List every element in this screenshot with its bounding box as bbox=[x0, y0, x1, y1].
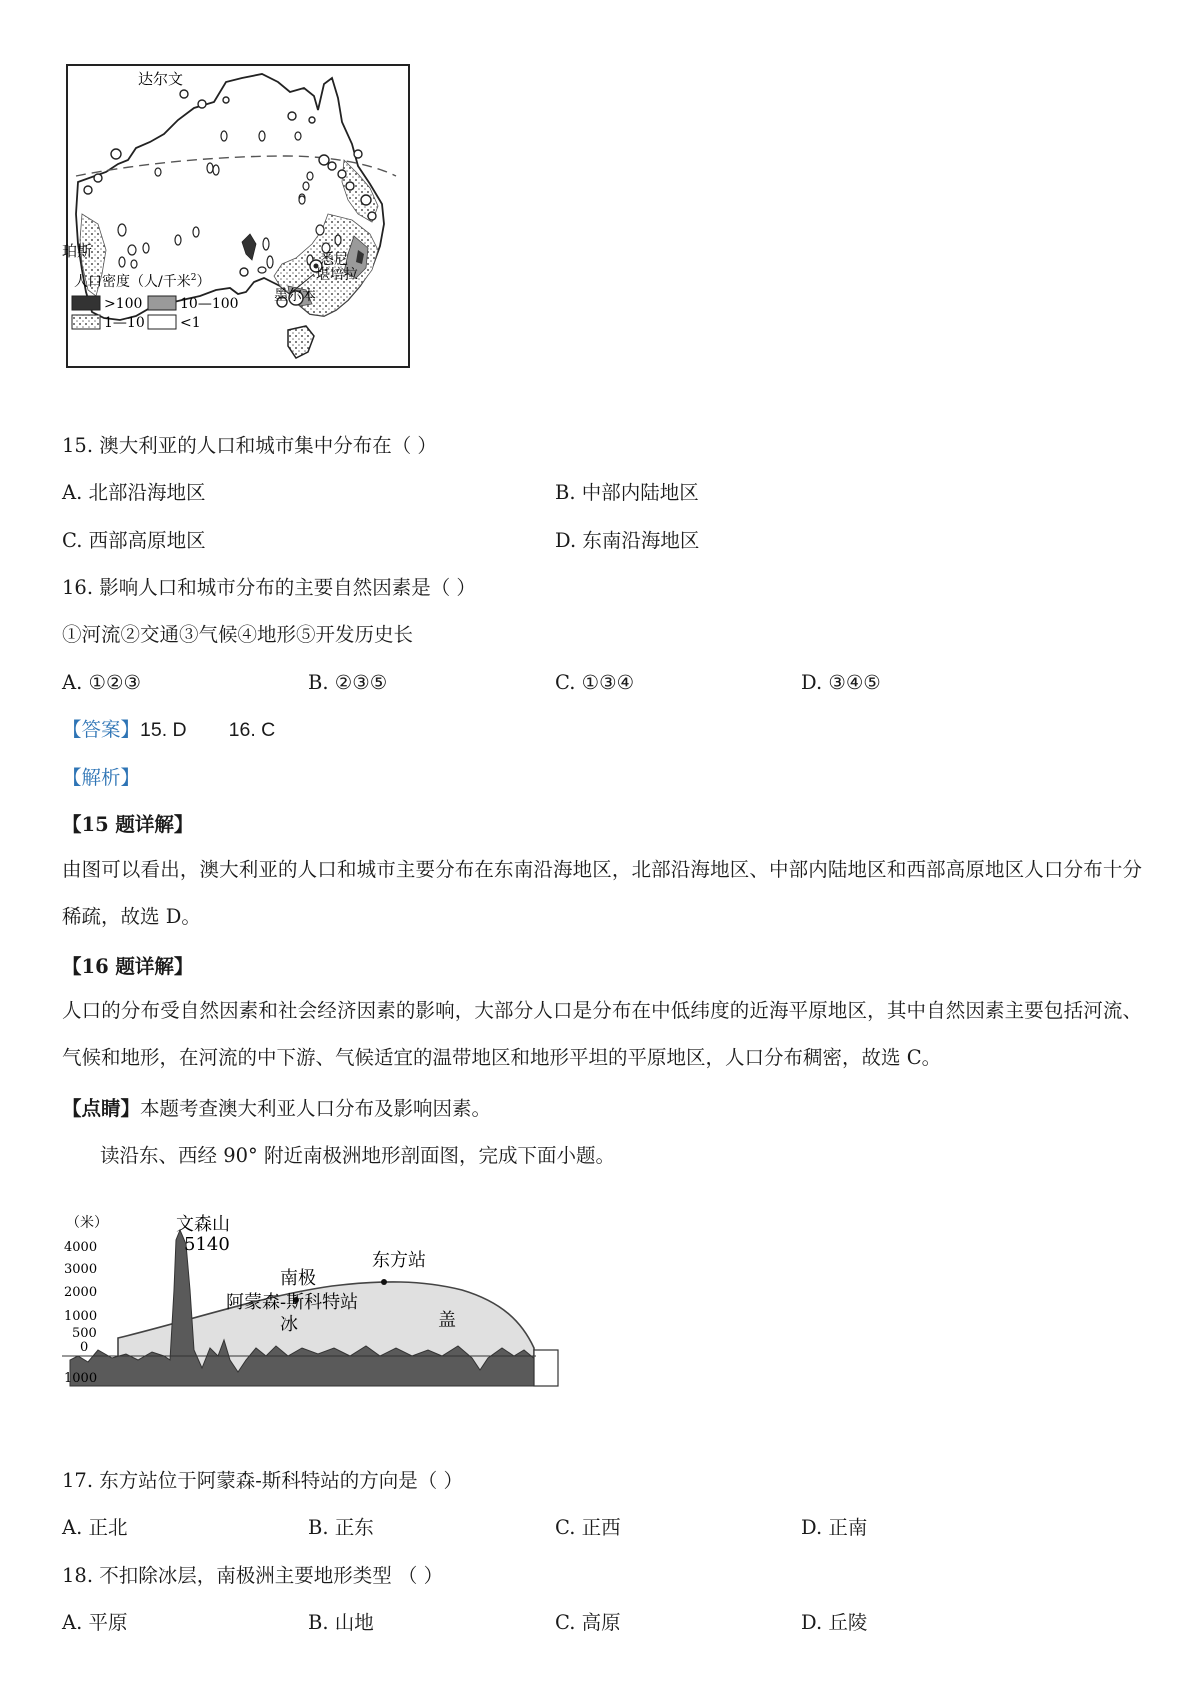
q17-option-c[interactable]: C. 正西 bbox=[555, 1516, 621, 1539]
q15-option-d[interactable]: D. 东南沿海地区 bbox=[555, 529, 700, 552]
q15-stem: 15. 澳大利亚的人口和城市集中分布在（ ） bbox=[62, 434, 437, 457]
label-melbourne: 墨尔本 bbox=[274, 288, 316, 304]
note-text: 本题考查澳大利亚人口分布及影响因素。 bbox=[140, 1097, 492, 1120]
detail16-title: 【16 题详解】 bbox=[62, 955, 194, 978]
ice-label-2: 盖 bbox=[438, 1310, 456, 1331]
q17-option-d[interactable]: D. 正南 bbox=[801, 1516, 868, 1539]
label-canberra: 堪培拉 bbox=[316, 267, 358, 283]
detail15-text: 由图可以看出，澳大利亚的人口和城市主要分布在东南沿海地区，北部沿海地区、中部内陆地区和西部高原地区人口分布十分稀疏，故选 D。 bbox=[62, 858, 1142, 928]
answer-label: 【答案】 bbox=[62, 718, 141, 741]
q16-stem: 16. 影响人口和城市分布的主要自然因素是（ ） bbox=[62, 576, 476, 599]
legend-swatch-gt100 bbox=[72, 296, 100, 310]
ytick-2000: 2000 bbox=[64, 1285, 98, 1300]
ytick-neg-1000: 1000 bbox=[64, 1371, 98, 1386]
ytick-0: 0 bbox=[80, 1340, 89, 1355]
legend-label-lt1: <1 bbox=[180, 315, 201, 331]
answer-15: 15. D bbox=[140, 719, 187, 741]
label-perth: 珀斯 bbox=[62, 242, 93, 260]
vostok-marker bbox=[381, 1279, 387, 1285]
q18-option-c[interactable]: C. 高原 bbox=[555, 1611, 621, 1634]
ytick-500: 500 bbox=[72, 1326, 97, 1341]
peak-name: 文森山 bbox=[176, 1214, 230, 1235]
q17-option-a[interactable]: A. 正北 bbox=[62, 1516, 128, 1539]
q18-option-b[interactable]: B. 山地 bbox=[308, 1611, 374, 1634]
section-intro: 读沿东、西经 90° 附近南极洲地形剖面图，完成下面小题。 bbox=[100, 1144, 615, 1167]
q17-option-b[interactable]: B. 正东 bbox=[308, 1516, 374, 1539]
antarctica-profile bbox=[62, 1210, 592, 1390]
detail15-title: 【15 题详解】 bbox=[62, 813, 194, 836]
south-pole-label: 南极 bbox=[280, 1268, 316, 1289]
q18-option-d[interactable]: D. 丘陵 bbox=[801, 1611, 868, 1634]
legend-swatch-1-10 bbox=[72, 315, 100, 329]
legend-label-1-10: 1—10 bbox=[104, 315, 145, 331]
legend-swatch-lt1 bbox=[148, 315, 176, 329]
q17-stem: 17. 东方站位于阿蒙森-斯科特站的方向是（ ） bbox=[62, 1469, 463, 1492]
answer-16: 16. C bbox=[228, 719, 276, 741]
legend-label-10-100: 10—100 bbox=[180, 296, 239, 312]
ice-label-1: 冰 bbox=[280, 1314, 298, 1335]
ytick-3000: 3000 bbox=[64, 1262, 98, 1277]
q15-option-c[interactable]: C. 西部高原地区 bbox=[62, 529, 206, 552]
q16-option-c[interactable]: C. ①③④ bbox=[555, 671, 635, 694]
peak-height: 5140 bbox=[184, 1234, 230, 1255]
amundsen-station-label: 阿蒙森-斯科特站 bbox=[226, 1292, 359, 1313]
ytick-4000: 4000 bbox=[64, 1240, 98, 1255]
label-darwin: 达尔文 bbox=[138, 70, 184, 88]
label-sydney: 悉尼 bbox=[320, 252, 348, 268]
australia-map-figure bbox=[62, 64, 410, 368]
q16-option-d[interactable]: D. ③④⑤ bbox=[801, 671, 881, 694]
q18-option-a[interactable]: A. 平原 bbox=[62, 1611, 128, 1634]
note-line bbox=[62, 1095, 491, 1123]
unit-label: （米） bbox=[66, 1215, 108, 1231]
vostok-station-label: 东方站 bbox=[372, 1250, 426, 1271]
antarctica-profile-figure bbox=[62, 1210, 592, 1390]
legend-swatch-10-100 bbox=[148, 296, 176, 310]
australia-map bbox=[62, 64, 410, 368]
legend-label-gt100: >100 bbox=[104, 296, 143, 312]
ytick-1000: 1000 bbox=[64, 1309, 98, 1324]
analysis-label: 【解析】 bbox=[62, 766, 141, 789]
note-label: 【点睛】 bbox=[62, 1097, 141, 1120]
answer-line bbox=[62, 716, 275, 744]
detail16-text: 人口的分布受自然因素和社会经济因素的影响，大部分人口是分布在中低纬度的近海平原地区，其中自然因素主要包括河流、气候和地形，在河流的中下游、气候适宜的温带地区和地形平坦的平原地区，人口分布稠密，故选 C。 bbox=[62, 999, 1142, 1069]
profile-right-edge bbox=[534, 1350, 558, 1386]
q18-stem: 18. 不扣除冰层，南极洲主要地形类型 （ ） bbox=[62, 1564, 444, 1587]
q16-option-a[interactable]: A. ①②③ bbox=[62, 671, 141, 694]
q16-factor-list: ①河流②交通③气候④地形⑤开发历史长 bbox=[62, 623, 414, 646]
q16-option-b[interactable]: B. ②③⑤ bbox=[308, 671, 388, 694]
q15-option-b[interactable]: B. 中部内陆地区 bbox=[555, 481, 699, 504]
q15-option-a[interactable]: A. 北部沿海地区 bbox=[62, 481, 206, 504]
legend-title: 人口密度（人/千米$^2$） bbox=[74, 273, 211, 290]
